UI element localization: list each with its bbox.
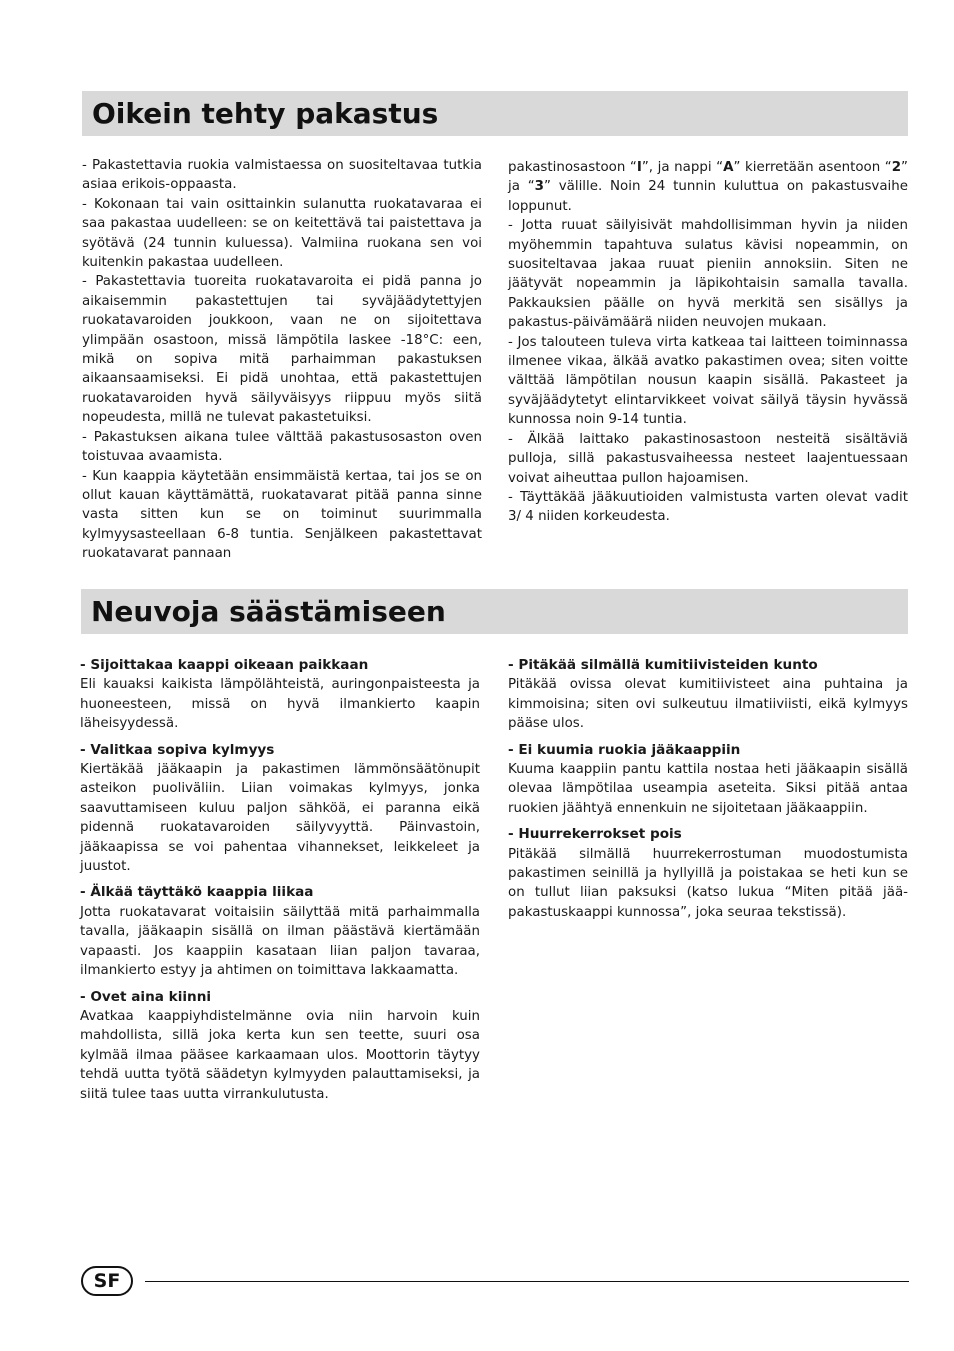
tip [80,883,480,980]
paragraph: - Pakastuksen aikana tulee välttää pakastusosaston oven toistuvaa avaamista. [82,429,482,465]
tip-text: Kiertäkää jääkaapin ja pakastimen lämmönsäätönupit asteikon puoliväliin. Liian voimakas kylmyys, jonka saavuttamiseen kuluu paljon sähköä, ei paranna eikä pidennä ruokatavaroiden säilyvyyttä. Päinvastoin, jääkaapissa se voi pahentaa vihannekset, leikkeleet ja juustot. [80,762,480,875]
tip-heading: - Ei kuumia ruokia jääkaappiin [508,741,741,758]
freezing-column-2 [508,158,908,527]
freezing-column-1 [82,156,482,564]
tip [508,825,908,922]
paragraph: - Täyttäkää jääkuutioiden valmistusta varten olevat vadit 3/ 4 niiden korkeudesta. [508,489,908,525]
footer-rule [145,1281,909,1282]
paragraph: - Älkää laittako pakastinosastoon nesteitä sisältäviä pulloja, sillä pakastusvaiheessa nesteet laajentuessaan voivat aiheuttaa pullon hajoamisen. [508,431,908,486]
tip-text: Kuuma kaappiin pantu kattila nostaa heti jääkaapin sisällä olevaa lämpötilaa useampia aseteita. Siksi pitää antaa ruokien jäähtyä ennenkuin ne sijoitetaan jääkaappiin. [508,762,908,816]
paragraph: - Jotta ruuat säilyisivät mahdollisimman hyvin ja niiden myöhemmin tapahtuva sulatus kävisi nopeammin, on suositeltavaa jakaa ruuat pieniin annoksiin. Siten ne jäätyvät nopeammin ja läpikohtaisin samalla tavalla. Pakkauksien päälle on hyvä merkitä sen sisällys ja pakastus-päivämäärä niiden neuvojen mukaan. [508,218,908,331]
tip-text: Avatkaa kaappiyhdistelmänne ovia niin harvoin kuin mahdollista, sillä joka kerta kun sen teette, suuri osa kylmää ilmaa pääsee karkaamaan ulos. Moottorin täytyy tehdä uutta työtä säädetyn kylmyyden palauttamiseksi, ja siitä tulee taas uutta virrankulutusta. [80,1008,480,1102]
tip-text: Pitäkää silmällä huurrekerrostuman muodostumista pakastimen seinillä ja hyllyillä ja poistakaa se heti kun se on tullut liian paksuksi (katso lukua “Miten pitää jää-pakastuskaappi kunnossa”, joka seuraa tekstissä). [508,846,908,920]
tip [508,656,908,734]
paragraph: - Kokonaan tai vain osittainkin sulanutta ruokatavaraa ei saa pakastaa uudelleen: se on keitettävä tai paistettava ja syötävä (24 tunnin kuluessa). Valmiina ruokana sen voi kuitenkin pakastaa uudelleen. [82,196,482,271]
tip-text: Jotta ruokatavarat voitaisiin säilyttää mitä parhaimmalla tavalla, jääkaapin sisällä on ilman päästävä kiertämään vapaasti. Jos kaappiin kasataan liian paljon tavaraa, ilmankierto estyy ja ahtimen on toimittava lakkaamatta. [80,904,480,979]
position-label: 3 [534,179,544,195]
paragraph: - Jos talouteen tuleva virta katkeaa tai laitteen toiminnassa ilmenee vikaa, älkää avatko pakastimen ovea; siten voitte välttää lämpötilan nousun kaapin sisällä. Pakasteet ja syväjäädytetyt elintarvikkeet voivat säilyä täysin hyvässä kunnossa noin 9-14 tuntia. [508,334,908,428]
tip [80,988,480,1104]
tip-heading: - Pitäkää silmällä kumitiivisteiden kunto [508,657,818,673]
paragraph: - Pakastettavia ruokia valmistaessa on suositeltavaa tutkia asiaa erikois-oppaasta. [82,158,482,193]
paragraph: - Pakastettavia tuoreita ruokatavaroita ei pidä panna jo aikaisemmin pakastettujen tai syväjäädytettyjen ruokatavaroiden joukkoon, vaan ne on sijoitettava ylimpään osastoon, missä lämpötila laskee -18°C: een, mikä on sopiva mitä parhaimman pakastuksen aikaansaamiseksi. Ei pidä unohtaa, että pakastettujen ruokatavaroiden hyvä säilyväisyys riippuu myös siitä nopeudesta, millä ne tulevat pakastetuiksi. [82,274,482,426]
section-title-correct-freezing: Oikein tehty pakastus [82,91,908,136]
tip-text: Pitäkää ovissa olevat kumitiivisteet aina puhtaina ja kimmoisina; siten ovi sulkeutuu ilmatiiviisti, eikä kylmyys pääse ulos. [508,677,908,732]
tip-heading: - Älkää täyttäkö kaappia liikaa [80,884,314,901]
language-badge: SF [81,1266,133,1296]
tip-heading: - Valitkaa sopiva kylmyys [80,741,275,758]
tip-heading: - Sijoittakaa kaappi oikeaan paikkaan [80,657,369,673]
saving-column-1 [80,656,480,1111]
position-label: 2 [891,160,902,175]
tip [80,741,480,877]
knob-label: A [723,160,734,175]
setting-label: I [636,160,642,175]
tip-heading: - Huurrekerrokset pois [508,826,682,843]
tip [508,741,908,819]
tip-heading: - Ovet aina kiinni [80,988,212,1005]
saving-column-2 [508,656,908,929]
tip-text: Eli kauaksi kaikista lämpölähteistä, auringonpaisteesta ja huoneesteen, missä on hyvä ilmankierto kaapin läheisyydessä. [80,677,480,732]
paragraph-continuation: pakastinosastoon “I”, ja nappi “A” kierretään asentoon “2” ja “3” välille. Noin 24 tunnin kuluttua on pakastusvaihe loppunut. [508,160,909,214]
section-title-saving-tips: Neuvoja säästämiseen [81,589,908,634]
tip [80,656,480,734]
paragraph: - Kun kaappia käytetään ensimmäistä kertaa, tai jos se on ollut kauan käyttämättä, ruokatavarat pitää panna sinne vasta sitten kun se on toiminut suurimmalla kylmyysasteellaan 6-8 tuntia. Senjälkeen pakastettavat ruokatavarat pannaan [82,468,482,562]
